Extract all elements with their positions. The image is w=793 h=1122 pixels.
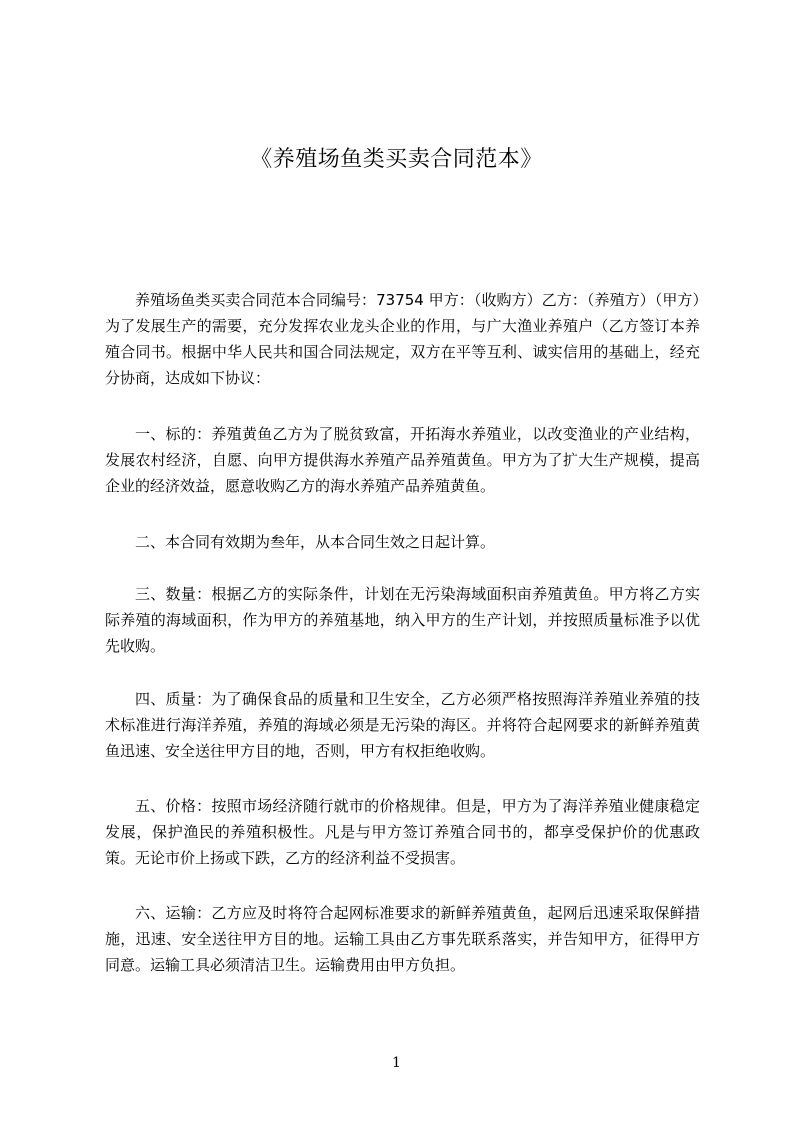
clause-4-paragraph: 四、质量：为了确保食品的质量和卫生安全，乙方必须严格按照海洋养殖业养殖的技术标准进行海洋养殖，养殖的海域必须是无污染的海区。并将符合起网要求的新鲜养殖黄鱼迅速、安全送往甲方目的地，否则，甲方有权拒绝收购。	[105, 690, 700, 760]
clause-2-paragraph: 二、本合同有效期为叁年，从本合同生效之日起计算。	[135, 533, 496, 551]
clause-5-paragraph: 五、价格：按照市场经济随行就市的价格规律。但是，甲方为了海洋养殖业健康稳定发展，保护渔民的养殖积极性。凡是与甲方签订养殖合同书的，都享受保护价的优惠政策。无论市价上扬或下跌，乙方的经济利益不受损害。	[105, 797, 700, 867]
intro-paragraph: 养殖场鱼类买卖合同范本合同编号：73754 甲方：（收购方）乙方：（养殖方）（甲方）为了发展生产的需要，充分发挥农业龙头企业的作用，与广大渔业养殖户（乙方签订本养殖合同书。根据中华人民共和国合同法规定，双方在平等互利、诚实信用的基础上，经充分协商，达成如下协议：	[105, 291, 700, 387]
clause-6-paragraph: 六、运输：乙方应及时将符合起网标准要求的新鲜养殖黄鱼，起网后迅速采取保鲜措施，迅速、安全送往甲方目的地。运输工具由乙方事先联系落实，并告知甲方，征得甲方同意。运输工具必须清洁卫生。运输费用由甲方负担。	[105, 904, 700, 974]
clause-1-paragraph: 一、标的：养殖黄鱼乙方为了脱贫致富，开拓海水养殖业，以改变渔业的产业结构，发展农村经济，自愿、向甲方提供海水养殖产品养殖黄鱼。甲方为了扩大生产规模，提高企业的经济效益，愿意收购乙方的海水养殖产品养殖黄鱼。	[105, 425, 700, 495]
document-title: 《养殖场鱼类买卖合同范本》	[250, 147, 543, 172]
page-number: 1	[392, 1055, 401, 1071]
clause-3-paragraph: 三、数量：根据乙方的实际条件，计划在无污染海域面积亩养殖黄鱼。甲方将乙方实际养殖的海域面积，作为甲方的养殖基地，纳入甲方的生产计划，并按照质量标准予以优先收购。	[105, 585, 700, 655]
